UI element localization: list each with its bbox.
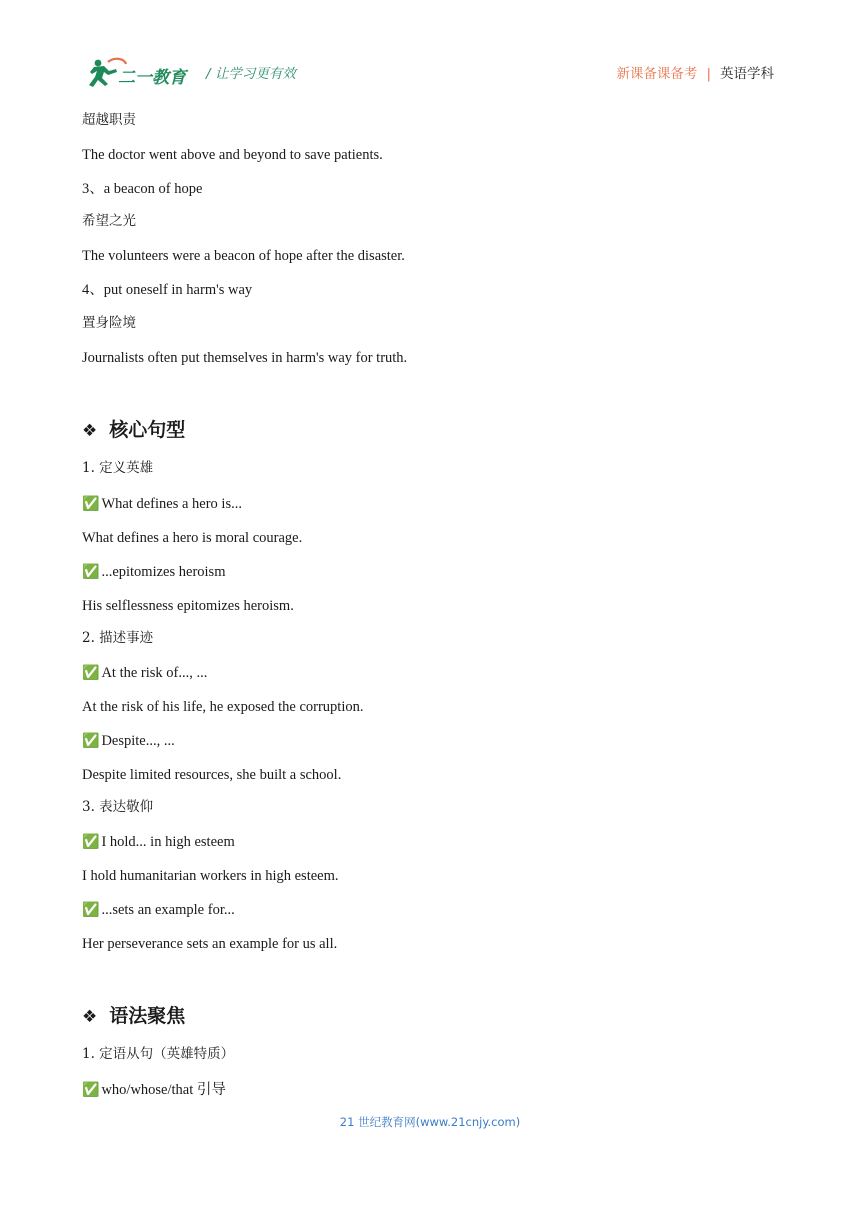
pattern-text: ...sets an example for... xyxy=(101,902,235,918)
site-logo xyxy=(84,56,194,92)
header-divider: | xyxy=(706,66,711,82)
check-icon: ✅ xyxy=(82,564,100,580)
sentence-pattern xyxy=(82,903,235,918)
check-icon: ✅ xyxy=(82,665,100,681)
pattern-text: What defines a hero is... xyxy=(101,496,242,512)
phrase-example: The doctor went above and beyond to save patients. xyxy=(82,147,383,163)
pattern-text: I hold... in high esteem xyxy=(101,834,235,850)
sentence-pattern xyxy=(82,497,242,512)
check-icon: ✅ xyxy=(82,834,100,850)
section-heading-core xyxy=(82,421,185,440)
diamond-bullet-icon: ❖ xyxy=(82,421,98,441)
phrase-example: The volunteers were a beacon of hope after the disaster. xyxy=(82,248,405,264)
sentence-group-title: 1. 定义英雄 xyxy=(82,460,154,476)
section-heading-grammar xyxy=(82,1007,185,1026)
sentence-pattern xyxy=(82,565,225,580)
pattern-text: ...epitomizes heroism xyxy=(101,564,226,580)
sentence-example: His selflessness epitomizes heroism. xyxy=(82,598,294,614)
diamond-bullet-icon: ❖ xyxy=(82,1007,98,1027)
sentence-example: I hold humanitarian workers in high esteem. xyxy=(82,868,339,884)
page-footer: 21 世纪教育网(www.21cnjy.com) xyxy=(339,1115,521,1129)
sentence-example: At the risk of his life, he exposed the corruption. xyxy=(82,699,364,715)
pattern-text: Despite..., ... xyxy=(101,733,175,749)
check-icon: ✅ xyxy=(82,496,100,512)
sentence-pattern xyxy=(82,666,207,681)
pattern-text: who/whose/that 引导 xyxy=(101,1082,226,1098)
pattern-text: At the risk of..., ... xyxy=(101,665,208,681)
grammar-item: 1. 定语从句（英雄特质） xyxy=(82,1046,235,1062)
sentence-group-title: 2. 描述事迹 xyxy=(82,630,154,646)
slogan: / 让学习更有效 xyxy=(206,66,296,82)
course-tag: 新课备课备考 xyxy=(616,66,698,82)
phrase-example: Journalists often put themselves in harm's way for truth. xyxy=(82,350,408,366)
svg-text:二一教育: 二一教育 xyxy=(118,68,186,88)
phrase-item: 4、put oneself in harm's way xyxy=(82,282,253,298)
section-title: 核心句型 xyxy=(109,419,186,441)
sentence-example: Her perseverance sets an example for us all. xyxy=(82,936,338,952)
phrase-item: 3、a beacon of hope xyxy=(82,181,203,197)
check-icon: ✅ xyxy=(82,1082,100,1098)
sentence-group-title: 3. 表达敬仰 xyxy=(82,799,154,815)
sentence-example: Despite limited resources, she built a school. xyxy=(82,767,342,783)
phrase-meaning: 希望之光 xyxy=(82,213,136,229)
subject-label: 英语学科 xyxy=(720,66,774,82)
check-icon: ✅ xyxy=(82,733,100,749)
sentence-example: What defines a hero is moral courage. xyxy=(82,530,303,546)
phrase-meaning: 超越职责 xyxy=(82,112,136,128)
phrase-meaning: 置身险境 xyxy=(82,315,136,331)
sentence-pattern xyxy=(82,734,175,749)
sentence-pattern xyxy=(82,835,235,850)
header-right xyxy=(616,62,774,82)
check-icon: ✅ xyxy=(82,902,100,918)
page-header xyxy=(0,0,860,100)
section-title: 语法聚焦 xyxy=(109,1005,186,1027)
grammar-pattern xyxy=(82,1083,226,1098)
